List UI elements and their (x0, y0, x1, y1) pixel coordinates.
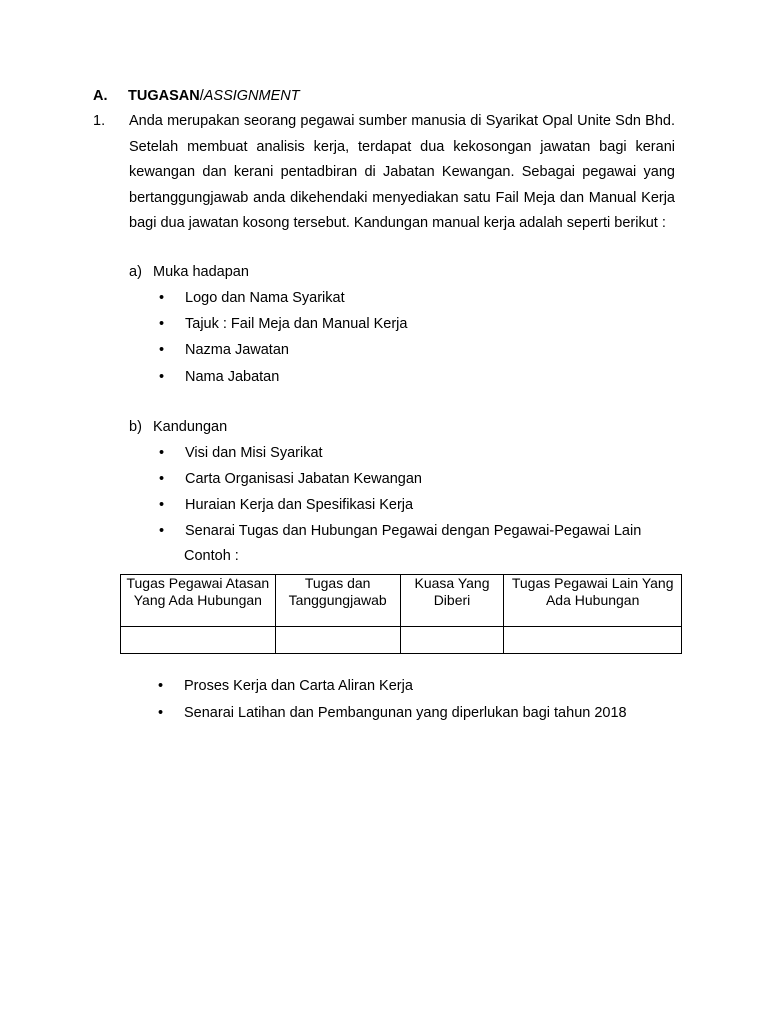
table-header-row (121, 575, 682, 627)
table-cell (504, 627, 682, 654)
list-item-text: Nama Jabatan (185, 369, 280, 385)
table-row (121, 627, 682, 654)
part-a-title: Muka hadapan (153, 264, 249, 280)
bullet-icon: • (159, 369, 165, 385)
table-header-cell: Tugas Pegawai Lain Yang Ada Hubungan (504, 575, 682, 627)
bullet-icon: • (159, 316, 165, 332)
bullet-icon: • (159, 497, 165, 513)
section-title-separator: / (199, 88, 204, 104)
example-table (120, 574, 682, 654)
bullet-icon: • (158, 705, 164, 721)
list-item-text: Nazma Jawatan (185, 342, 289, 358)
question-paragraph: Anda merupakan seorang pegawai sumber manusia di Syarikat Opal Unite Sdn Bhd. Setelah membuat analisis kerja, terdapat dua kekosongan jawatan bagi kerani kewangan dan kerani pentadbiran di Jabatan Kewangan. Sebagai pegawai yang bertanggungjawab anda dikehendaki menyediakan satu Fail Meja dan Manual Kerja bagi dua jawatan kosong tersebut. Kandungan manual kerja adalah seperti berikut : (129, 113, 675, 232)
part-b-heading (129, 418, 227, 436)
table-header-cell: Tugas dan Tanggungjawab (275, 575, 400, 627)
bullet-icon: • (159, 342, 165, 358)
table-header-cell: Kuasa Yang Diberi (400, 575, 504, 627)
bullet-icon: • (158, 678, 164, 694)
table-cell (275, 627, 400, 654)
part-b-label: b) (129, 419, 142, 435)
section-title-italic: ASSIGNMENT (203, 88, 300, 104)
section-title-bold: TUGASAN (128, 88, 200, 104)
list-item-text: Visi dan Misi Syarikat (185, 445, 323, 461)
list-item-text: Senarai Tugas dan Hubungan Pegawai dengan Pegawai-Pegawai Lain (185, 523, 642, 539)
list-item-text: Proses Kerja dan Carta Aliran Kerja (184, 678, 413, 694)
section-letter: A. (93, 88, 108, 104)
bullet-icon: • (159, 290, 165, 306)
part-a-label: a) (129, 264, 142, 280)
section-title (128, 87, 300, 105)
question-number: 1. (93, 113, 106, 129)
example-label: Contoh : (184, 548, 239, 564)
bullet-icon: • (159, 523, 165, 539)
part-a-heading (129, 263, 249, 281)
bullet-icon: • (159, 445, 165, 461)
table-cell (400, 627, 504, 654)
list-item-text: Tajuk : Fail Meja dan Manual Kerja (185, 316, 408, 332)
table-header-cell: Tugas Pegawai Atasan Yang Ada Hubungan (121, 575, 276, 627)
list-item-text: Huraian Kerja dan Spesifikasi Kerja (185, 497, 414, 513)
list-item-text: Senarai Latihan dan Pembangunan yang diperlukan bagi tahun 2018 (184, 705, 627, 721)
list-item-text: Logo dan Nama Syarikat (185, 290, 345, 306)
table-cell (121, 627, 276, 654)
bullet-icon: • (159, 471, 165, 487)
list-item-text: Carta Organisasi Jabatan Kewangan (185, 471, 422, 487)
part-b-title: Kandungan (153, 419, 228, 435)
